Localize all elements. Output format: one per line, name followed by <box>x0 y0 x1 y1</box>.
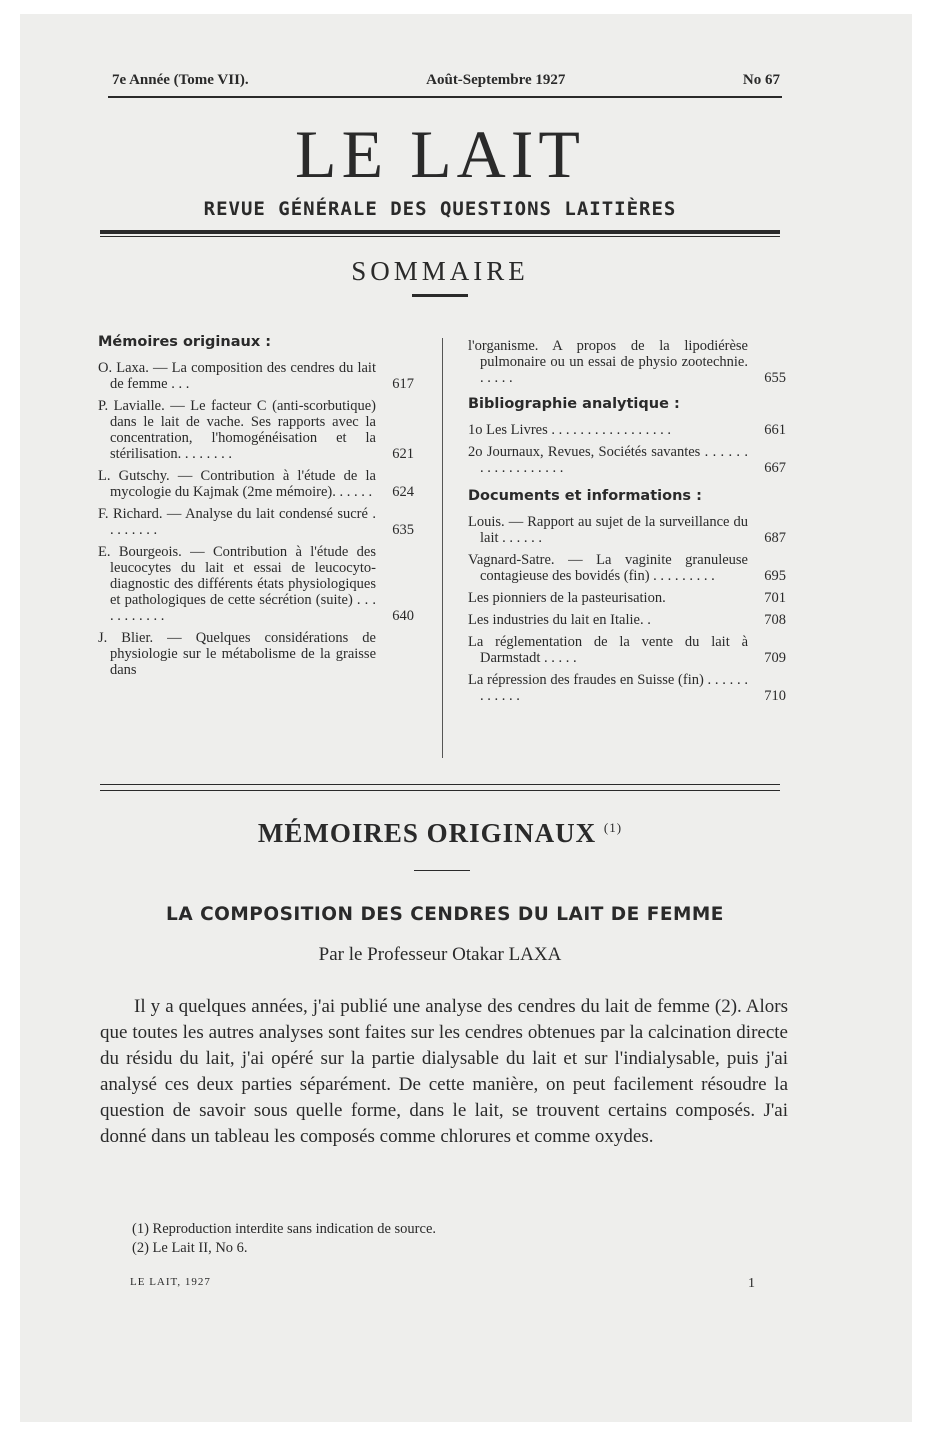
page-sheet <box>20 14 912 1422</box>
toc-entry <box>98 398 414 462</box>
footnotes <box>132 1220 732 1258</box>
masthead-rule <box>100 230 780 234</box>
toc-entry-text: P. Lavialle. — Le facteur C (anti-scorbutique) dans le lait de vache. Ses rapports avec la concentration, l'homogénéisation et la stérilisation. . . . . . . . <box>98 398 376 462</box>
column-divider <box>442 338 443 758</box>
toc-entry <box>98 360 414 392</box>
article-byline: Par le Professeur Otakar LAXA <box>318 944 562 965</box>
toc-entry <box>468 590 786 606</box>
toc-entry-page: 710 <box>764 688 786 704</box>
section-separator <box>100 784 780 791</box>
footnote: (1) Reproduction interdite sans indication de source. <box>132 1221 437 1237</box>
toc-entry-text: J. Blier. — Quelques considérations de physiologie sur le métabolisme de la graisse dans <box>98 630 376 678</box>
journal-title: LE LAIT <box>295 116 585 192</box>
toc-entry-page: 661 <box>764 422 786 438</box>
article-title: LA COMPOSITION DES CENDRES DU LAIT DE FEMME <box>166 904 724 925</box>
toc-entry-page: 667 <box>764 460 786 476</box>
toc-entry-page: 624 <box>392 484 414 500</box>
toc-entry-page: 617 <box>392 376 414 392</box>
section-title-text: MÉMOIRES ORIGINAUX <box>257 818 597 848</box>
section-underline <box>414 870 470 871</box>
toc-entry-text: O. Laxa. — La composition des cendres du lait de femme . . . <box>98 360 376 392</box>
toc-entry <box>98 544 414 624</box>
volume-label: 7e Année (Tome VII). <box>112 72 249 88</box>
toc-entry-page: 701 <box>764 590 786 606</box>
section-note-ref: (1) <box>603 820 623 835</box>
toc-entry-text: Les pionniers de la pasteurisation. <box>468 590 666 606</box>
toc-entry-page: 655 <box>764 370 786 386</box>
toc-right-column <box>468 338 786 710</box>
toc-entry-page: 640 <box>392 608 414 624</box>
toc-entry <box>98 468 414 500</box>
toc-entry-page: 695 <box>764 568 786 584</box>
running-footer: LE LAIT, 1927 <box>130 1276 211 1288</box>
toc-entry <box>468 612 786 628</box>
toc-entry-page: 708 <box>764 612 786 628</box>
article-body: Il y a quelques années, j'ai publié une analyse des cendres du lait de femme (2). Alors que toutes les autres analyses sont faites sur les cendres obtenues par la calcination directe du résidu du lait, j'ai opéré sur la partie dialysable du lait et sur l'indialysable, puis j'ai analysé ces deux parties séparément. De cette manière, on peut facilement résoudre la question de savoir sous quelle forme, dans le lait, se trouvent certains composés. J'ai donné dans un tableau les composés comme chlorures et comme oxydes. <box>100 996 788 1147</box>
biblio-heading: Bibliographie analytique : <box>468 396 680 412</box>
toc-entry <box>468 444 786 476</box>
toc-entry <box>468 422 786 438</box>
toc-entry-page: 709 <box>764 650 786 666</box>
toc-entry-page: 635 <box>392 522 414 538</box>
toc-entry-text: Les industries du lait en Italie. . <box>468 612 651 628</box>
toc-entry-text: 1o Les Livres . . . . . . . . . . . . . . . . . <box>468 422 671 438</box>
toc-entry-text: L. Gutschy. — Contribution à l'étude de la mycologie du Kajmak (2me mémoire). . . . . . <box>98 468 376 500</box>
toc-entry <box>468 672 786 704</box>
toc-entry-text: E. Bourgeois. — Contribution à l'étude des leucocytes du lait et essai de leucocyto-diagnostic des différents états physiologiques et pathologiques de cette sécrétion (suite) . . . . . . . . . . . <box>98 544 376 624</box>
section-title <box>100 818 780 849</box>
masthead-rule-thin <box>100 236 780 237</box>
journal-subtitle: REVUE GÉNÉRALE DES QUESTIONS LAITIÈRES <box>203 198 677 220</box>
toc-entry <box>468 514 786 546</box>
toc-entry-page: 687 <box>764 530 786 546</box>
page-number: 1 <box>748 1276 755 1291</box>
toc-entry-text: Vagnard-Satre. — La vaginite granuleuse contagieuse des bovidés (fin) . . . . . . . . . <box>468 552 748 584</box>
toc-left-column <box>98 334 414 684</box>
toc-entry <box>468 634 786 666</box>
sommaire-underline <box>412 294 468 297</box>
toc-entry <box>468 552 786 584</box>
toc-entry-text: 2o Journaux, Revues, Sociétés savantes . . . . . . . . . . . . . . . . . . <box>468 444 748 476</box>
issue-number: No 67 <box>742 72 780 88</box>
toc-entry-text: La répression des fraudes en Suisse (fin) . . . . . . . . . . . . <box>468 672 748 704</box>
toc-entry-text: Louis. — Rapport au sujet de la surveillance du lait . . . . . . <box>468 514 748 546</box>
toc-entry-text: F. Richard. — Analyse du lait condensé sucré . . . . . . . . <box>98 506 376 538</box>
toc-entry <box>468 338 786 386</box>
toc-entry-text: La réglementation de la vente du lait à Darmstadt . . . . . <box>468 634 748 666</box>
toc-entry <box>98 506 414 538</box>
toc-entry <box>98 630 414 678</box>
issue-header <box>112 72 780 89</box>
documents-heading: Documents et informations : <box>468 488 702 504</box>
toc-entry-text: l'organisme. A propos de la lipodiérèse pulmonaire ou un essai de physio zootechnie. . . . . . <box>468 338 748 386</box>
sommaire-heading: SOMMAIRE <box>351 256 529 286</box>
header-rule <box>108 96 782 98</box>
issue-date: Août-Septembre 1927 <box>426 72 566 88</box>
toc-entry-page: 621 <box>392 446 414 462</box>
memoires-heading: Mémoires originaux : <box>98 334 272 350</box>
footnote: (2) Le Lait II, No 6. <box>132 1240 248 1256</box>
